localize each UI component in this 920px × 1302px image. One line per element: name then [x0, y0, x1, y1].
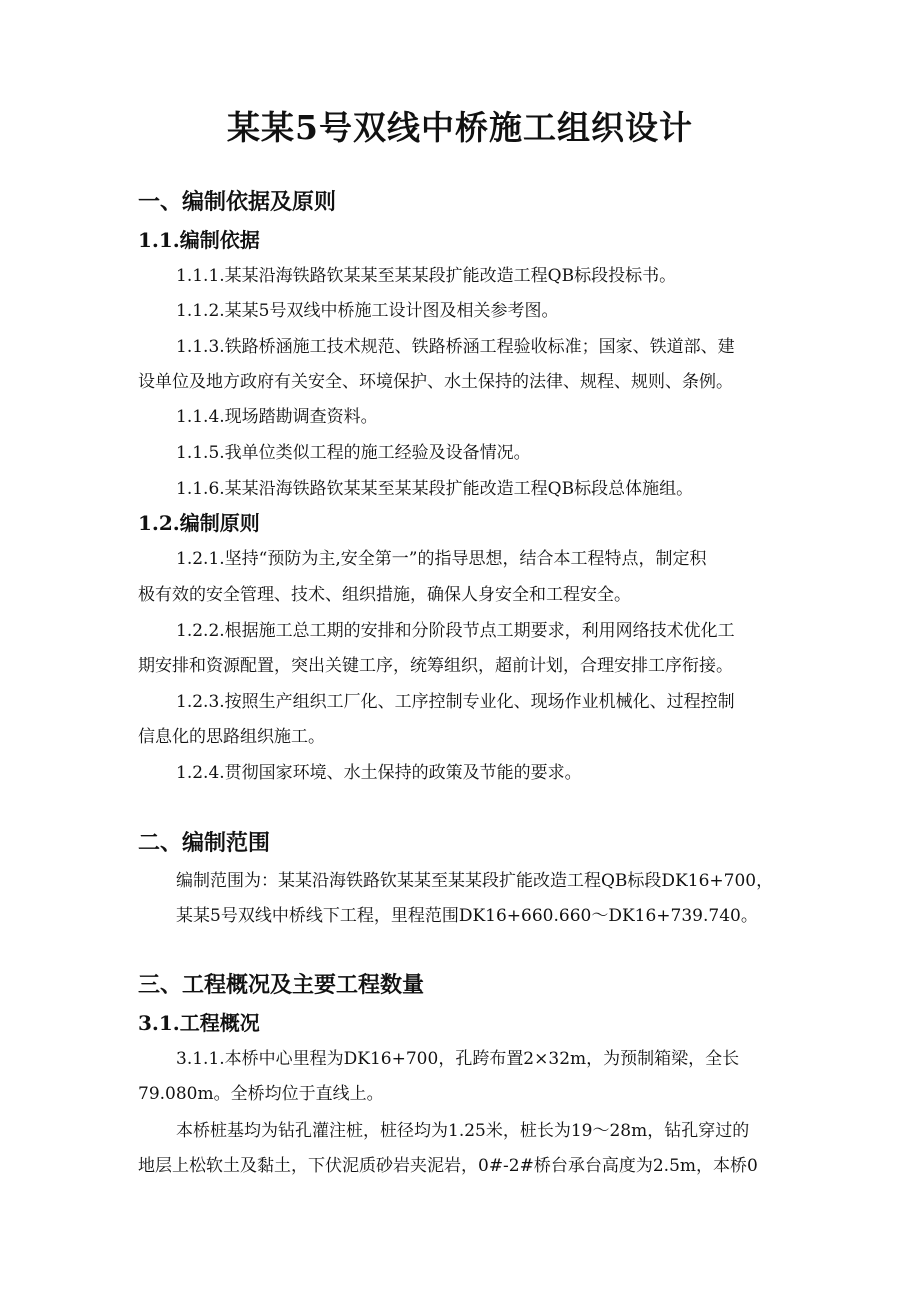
list-item: 1.1.6.某某沿海铁路钦某某至某某段扩能改造工程QB标段总体施组。: [176, 479, 694, 499]
section-3-1-heading: 3.1.工程概况: [138, 1011, 260, 1035]
section-3-heading: 三、工程概况及主要工程数量: [138, 972, 425, 998]
list-item: 1.2.1.坚持“预防为主,安全第一”的指导思想，结合本工程特点，制定积: [176, 549, 707, 569]
list-item: 1.1.5.我单位类似工程的施工经验及设备情况。: [176, 443, 531, 463]
section-1-heading: 一、编制依据及原则: [138, 189, 337, 215]
section-2-heading: 二、编制范围: [138, 830, 271, 856]
page-title: 某某5号双线中桥施工组织设计: [227, 108, 693, 147]
list-item: 1.2.2.根据施工总工期的安排和分阶段节点工期要求，利用网络技术优化工: [176, 621, 735, 641]
list-item: 1.2.3.按照生产组织工厂化、工序控制专业化、现场作业机械化、过程控制: [176, 692, 735, 712]
section-1-1-heading: 1.1.编制依据: [138, 228, 260, 252]
scope-line: 编制范围为：某某沿海铁路钦某某至某某段扩能改造工程QB标段DK16+700，: [176, 871, 774, 891]
overview-line: 79.080m。全桥均位于直线上。: [138, 1084, 384, 1104]
list-item: 1.2.4.贯彻国家环境、水土保持的政策及节能的要求。: [176, 763, 582, 783]
list-item: 设单位及地方政府有关安全、环境保护、水土保持的法律、规程、规则、条例。: [138, 372, 733, 392]
list-item: 1.1.2.某某5号双线中桥施工设计图及相关参考图。: [176, 301, 559, 321]
list-item: 期安排和资源配置，突出关键工序，统筹组织，超前计划，合理安排工序衔接。: [138, 656, 733, 676]
list-item: 1.1.3.铁路桥涵施工技术规范、铁路桥涵工程验收标准；国家、铁道部、建: [176, 337, 735, 357]
list-item: 1.1.1.某某沿海铁路钦某某至某某段扩能改造工程QB标段投标书。: [176, 266, 677, 286]
overview-line: 地层上松软土及黏土，下伏泥质砂岩夹泥岩，0#-2#桥台承台高度为2.5m，本桥0: [138, 1156, 758, 1176]
list-item: 1.1.4.现场踏勘调查资料。: [176, 407, 378, 427]
list-item: 极有效的安全管理、技术、组织措施，确保人身安全和工程安全。: [138, 585, 631, 605]
overview-line: 本桥桩基均为钻孔灌注桩，桩径均为1.25米，桩长为19～28m，钻孔穿过的: [176, 1121, 750, 1141]
section-1-2-heading: 1.2.编制原则: [138, 511, 260, 535]
list-item: 信息化的思路组织施工。: [138, 727, 325, 747]
scope-line: 某某5号双线中桥线下工程，里程范围DK16+660.660～DK16+739.740。: [176, 906, 758, 926]
overview-line: 3.1.1.本桥中心里程为DK16+700，孔跨布置2×32m，为预制箱梁，全长: [176, 1049, 740, 1069]
